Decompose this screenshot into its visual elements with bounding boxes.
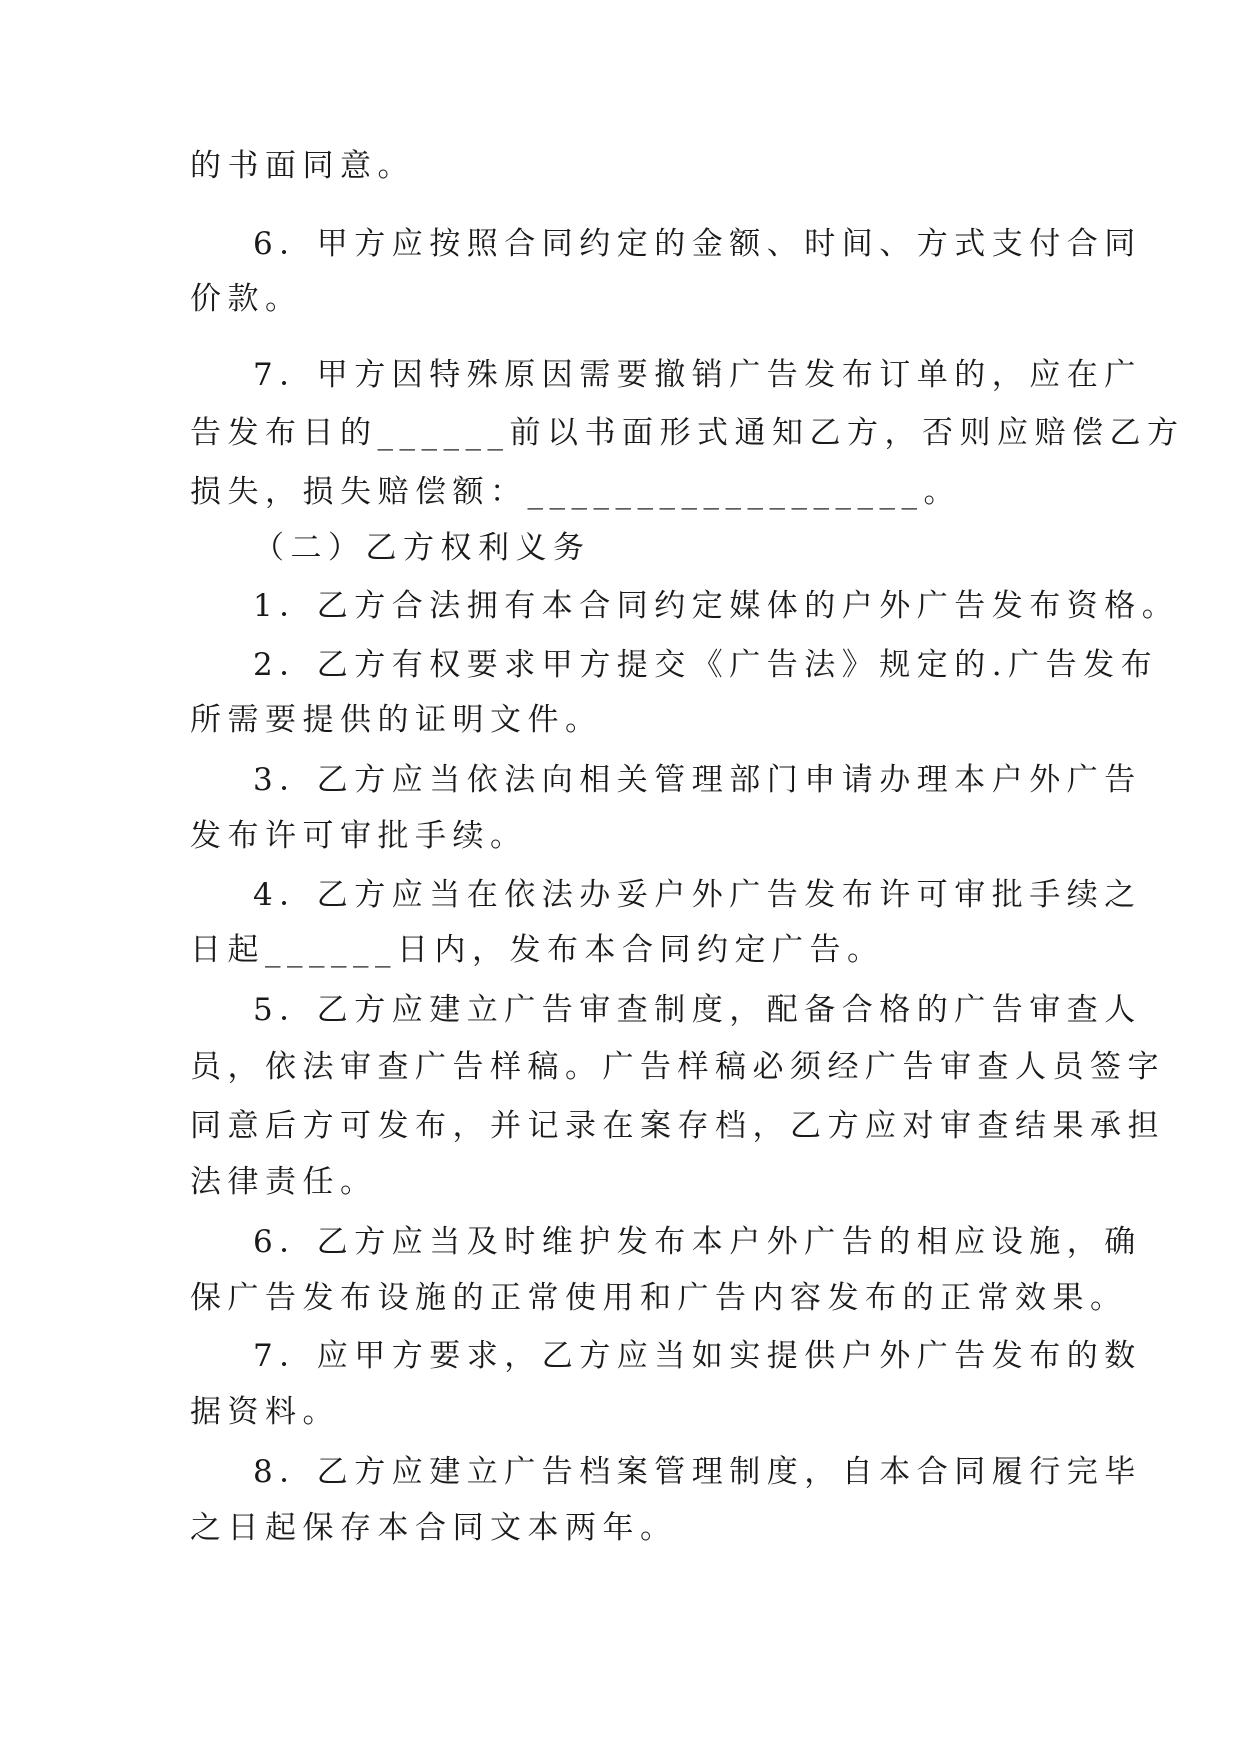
text-line: 7．应甲方要求，乙方应当如实提供户外广告发布的数 (253, 1338, 1142, 1374)
text-line: 法律责任。 (190, 1164, 378, 1200)
text-line: 之日起保存本合同文本两年。 (190, 1510, 678, 1546)
section-heading: （二）乙方权利义务 (253, 530, 591, 566)
text-line: 价款。 (190, 281, 303, 317)
text-line: 6．乙方应当及时维护发布本户外广告的相应设施，确 (253, 1224, 1142, 1260)
text-line: 1．乙方合法拥有本合同约定媒体的户外广告发布资格。 (253, 588, 1180, 624)
text-line: 员，依法审查广告样稿。广告样稿必须经广告审查人员签字 (190, 1049, 1165, 1085)
text-line: 3．乙方应当依法向相关管理部门申请办理本户外广告 (253, 762, 1142, 798)
text-line: 4．乙方应当在依法办妥户外广告发布许可审批手续之 (253, 877, 1142, 913)
text-line: 所需要提供的证明文件。 (190, 702, 603, 738)
text-line: 发布许可审批手续。 (190, 818, 528, 854)
text-line: 7．甲方因特殊原因需要撤销广告发布订单的，应在广 (253, 357, 1142, 393)
text-line: 2．乙方有权要求甲方提交《广告法》规定的.广告发布 (253, 647, 1159, 683)
text-line: 6．甲方应按照合同约定的金额、时间、方式支付合同 (253, 226, 1142, 262)
text-line: 5．乙方应建立广告审查制度，配备合格的广告审查人 (253, 992, 1142, 1028)
text-line: 保广告发布设施的正常使用和广告内容发布的正常效果。 (190, 1280, 1128, 1316)
text-line: 同意后方可发布，并记录在案存档，乙方应对审查结果承担 (190, 1108, 1165, 1144)
text-line: 的书面同意。 (190, 148, 415, 184)
text-line: 损失，损失赔偿额：__________________。 (190, 474, 961, 510)
text-line: 据资料。 (190, 1394, 340, 1430)
text-line: 日起______日内，发布本合同约定广告。 (190, 932, 885, 968)
text-line: 8．乙方应建立广告档案管理制度，自本合同履行完毕 (253, 1454, 1142, 1490)
text-line: 告发布日的______前以书面形式通知乙方，否则应赔偿乙方 (190, 415, 1185, 451)
